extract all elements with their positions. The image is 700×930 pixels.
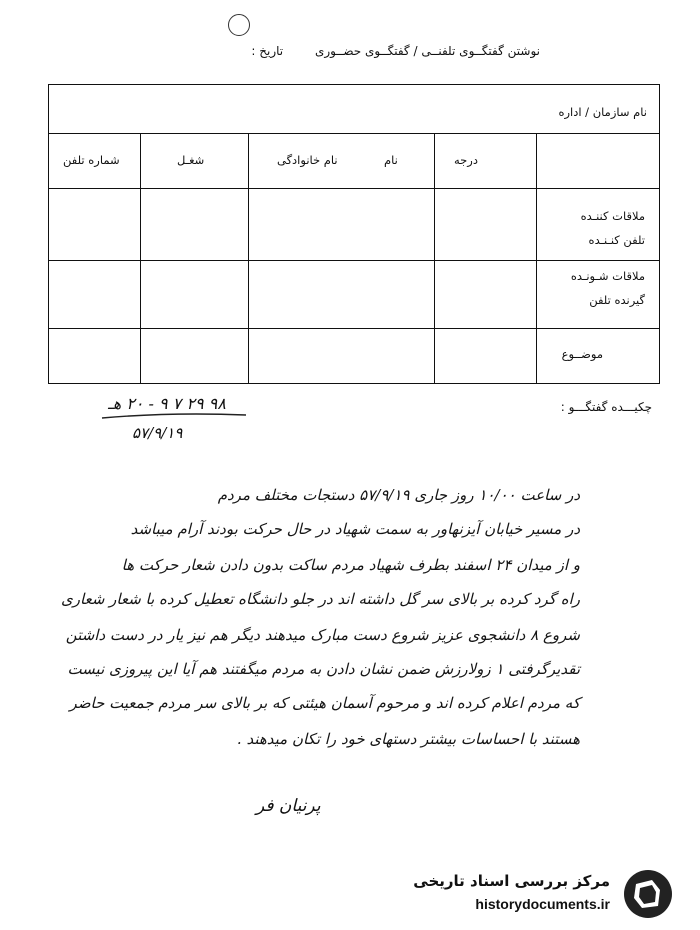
handwritten-line: شروع ۸ دانشجوی عزیز شروع دست مبارک میدهند دیگر هم نیز یار در دست داشتن [65, 626, 580, 644]
col-name: نام [384, 153, 398, 167]
row-visited: ملاقات شـونـده [570, 269, 645, 283]
row-visitor: ملاقات کننـده [580, 209, 645, 223]
handwritten-line: راه گرد کرده بر بالای سر گل داشته اند در جلو دانشگاه تعطیل کرده با شعار شعاری [61, 590, 580, 608]
row-caller: تلفن کنـنـده [588, 233, 645, 247]
handwritten-line: و از میدان ۲۴ اسفند بطرف شهیاد مردم ساکت بدون دادن شعار حرکت ها [121, 556, 580, 574]
handwritten-line: در ساعت ۱۰/۰۰ روز جاری ۵۷/۹/۱۹ دستجات مختلف مردم [217, 486, 580, 504]
handwritten-line: هستند با احساسات بیشتر دستهای خود را تکان میدهند . [236, 730, 580, 748]
date-label: تاریخ : [251, 44, 284, 58]
form-header [251, 44, 540, 58]
handwritten-line: در مسیر خیابان آیزنهاور به سمت شهیاد در حال حرکت بودند آرام میباشد [130, 520, 580, 538]
col-phone: شماره تلفن [63, 153, 120, 167]
row-subject: موضــوع [561, 347, 603, 361]
col-surname: نام خانوادگی [277, 153, 338, 167]
punch-hole [228, 14, 250, 36]
signature: پرنیان فر [256, 796, 321, 816]
code-date: ۵۷/۹/۱۹ [132, 424, 183, 442]
form-table [48, 84, 660, 384]
summary-label: چکیـــده گفتگـــو : [560, 400, 652, 414]
table-divider [536, 133, 537, 383]
handwritten-line: که مردم اعلام کرده اند و مرحوم آسمان هیئتی که بر بالای سر مردم جمعیت حاضر [69, 694, 580, 712]
table-divider [434, 133, 435, 383]
watermark [400, 862, 680, 922]
table-divider [248, 133, 249, 383]
col-rank: درجه [454, 153, 478, 167]
code-underline [100, 410, 250, 422]
code-text: ۹۸ ۲۹ ۷ ۹ - ۲۰ هـ [108, 394, 226, 413]
row-receiver: گیرنده تلفن [589, 293, 645, 307]
handwritten-line: تقدیرگرفتی ۱ زولارزش ضمن نشان دادن به مردم میگفتند هم آیا این پیروزی نیست [67, 660, 580, 678]
watermark-site: historydocuments.ir [475, 896, 610, 912]
org-label: نام سازمان / اداره [558, 105, 647, 119]
watermark-name: مرکز بررسی اسناد تاریخی [413, 872, 610, 890]
archive-logo-icon [622, 868, 674, 920]
col-job: شغـل [177, 153, 205, 167]
table-divider [140, 133, 141, 383]
form-title: نوشتن گفتگــوی تلفنــی / گفتگــوی حضــوری [314, 44, 540, 58]
